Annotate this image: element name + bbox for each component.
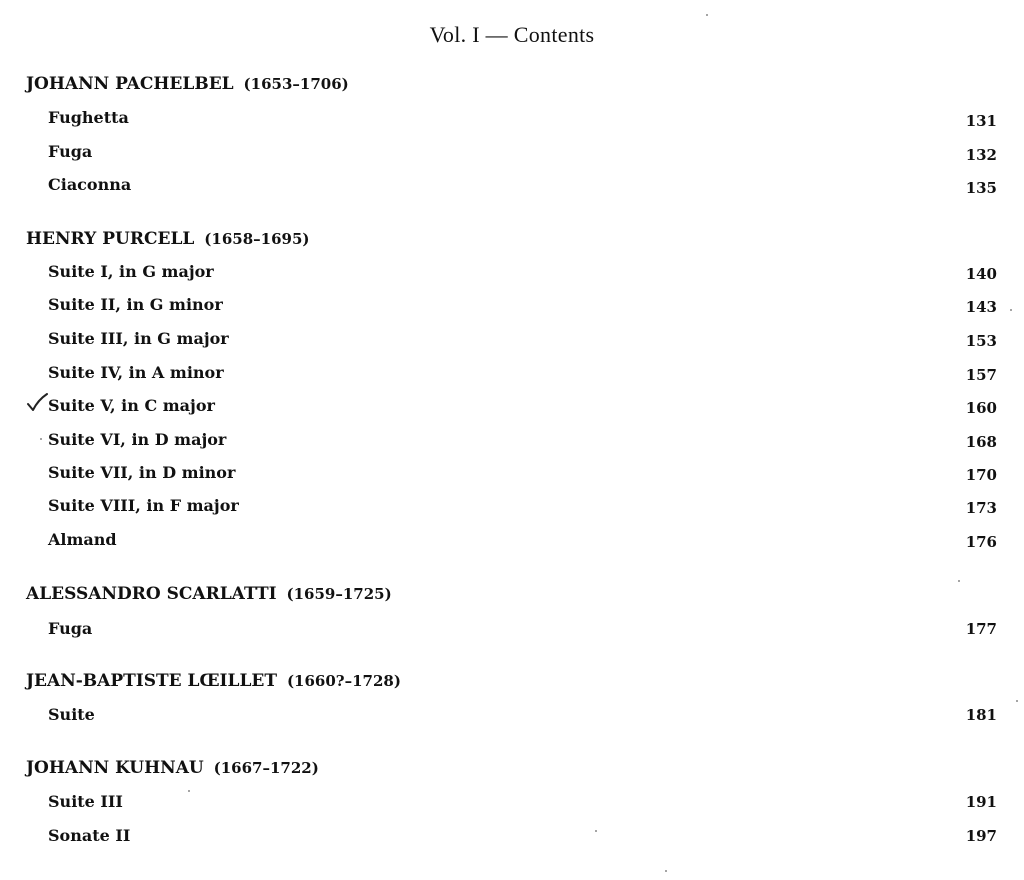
entry-title: Suite: [48, 705, 95, 724]
composer-dates: (1659–1725): [286, 585, 392, 603]
paper-speck: [1016, 700, 1018, 702]
composer-heading: [26, 758, 319, 778]
entry-title: Sonate II: [48, 826, 131, 845]
contents-entry[interactable]: [0, 363, 1024, 387]
paper-speck: [958, 580, 960, 582]
entry-page-number: 131: [965, 112, 997, 130]
contents-entry[interactable]: [0, 826, 1024, 850]
entry-title: Fuga: [48, 142, 93, 161]
entry-title: Suite III: [48, 792, 123, 811]
contents-entry[interactable]: [0, 463, 1024, 487]
contents-entry[interactable]: [0, 175, 1024, 199]
entry-page-number: 181: [965, 706, 997, 724]
contents-entry[interactable]: [0, 430, 1024, 454]
composer-heading: [26, 229, 309, 249]
contents-entry[interactable]: [0, 705, 1024, 729]
entry-page-number: 140: [965, 265, 997, 283]
entry-title: Fughetta: [48, 108, 129, 127]
composer-dates: (1660?–1728): [286, 672, 401, 690]
entry-page-number: 173: [965, 499, 997, 517]
contents-entry-checked[interactable]: [0, 396, 1024, 420]
entry-page-number: 191: [965, 793, 997, 811]
entry-page-number: 197: [965, 827, 997, 845]
entry-title: Ciaconna: [48, 175, 132, 194]
paper-speck: [665, 870, 667, 872]
entry-title: Suite V, in C major: [48, 396, 215, 415]
composer-heading: [26, 584, 392, 604]
composer-name: JOHANN PACHELBEL: [26, 74, 234, 94]
entry-title: Almand: [48, 530, 117, 549]
paper-speck: [40, 438, 42, 440]
page-title: Vol. I — Contents: [429, 22, 595, 47]
paper-speck: [595, 830, 597, 832]
entry-title: Suite VII, in D minor: [48, 463, 236, 482]
contents-entry[interactable]: [0, 530, 1024, 554]
contents-entry[interactable]: [0, 329, 1024, 353]
entry-page-number: 157: [965, 366, 997, 384]
entry-title: Suite VI, in D major: [48, 430, 227, 449]
composer-heading: [26, 74, 349, 94]
composer-heading: [26, 671, 401, 691]
entry-title: Fuga: [48, 619, 93, 638]
contents-entry[interactable]: [0, 619, 1024, 643]
entry-title: Suite III, in G major: [48, 329, 229, 348]
entry-page-number: 177: [965, 620, 997, 638]
entry-title: Suite VIII, in F major: [48, 496, 239, 515]
paper-speck: [1010, 309, 1012, 311]
contents-entry[interactable]: [0, 295, 1024, 319]
composer-dates: (1658–1695): [204, 230, 310, 248]
entry-title: Suite II, in G minor: [48, 295, 223, 314]
entry-page-number: 170: [965, 466, 997, 484]
composer-dates: (1653–1706): [243, 75, 349, 93]
handwritten-checkmark-icon: [26, 391, 48, 413]
entry-page-number: 168: [965, 433, 997, 451]
contents-entry[interactable]: [0, 792, 1024, 816]
paper-speck: [706, 14, 708, 16]
composer-dates: (1667–1722): [213, 759, 319, 777]
entry-page-number: 135: [965, 179, 997, 197]
paper-speck: [188, 790, 190, 792]
entry-page-number: 132: [965, 146, 997, 164]
composer-name: JOHANN KUHNAU: [26, 758, 204, 778]
entry-title: Suite IV, in A minor: [48, 363, 224, 382]
entry-page-number: 176: [965, 533, 997, 551]
contents-entry[interactable]: [0, 142, 1024, 166]
composer-name: JEAN-BAPTISTE LŒILLET: [26, 671, 278, 691]
entry-title: Suite I, in G major: [48, 262, 214, 281]
entry-page-number: 160: [965, 399, 997, 417]
entry-page-number: 143: [965, 298, 997, 316]
composer-name: HENRY PURCELL: [26, 229, 195, 249]
entry-page-number: 153: [965, 332, 997, 350]
contents-entry[interactable]: [0, 496, 1024, 520]
contents-entry[interactable]: [0, 108, 1024, 132]
composer-name: ALESSANDRO SCARLATTI: [26, 584, 277, 604]
contents-entry[interactable]: [0, 262, 1024, 286]
